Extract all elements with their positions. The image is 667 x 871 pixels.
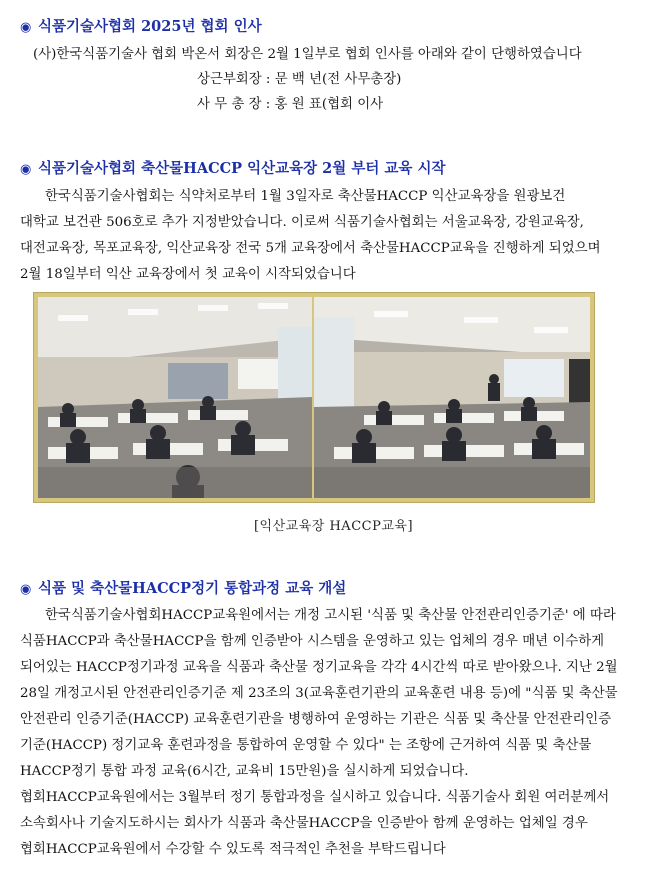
fisheye-bullet-icon: ◉: [20, 582, 32, 597]
fisheye-bullet-icon: ◉: [20, 20, 32, 35]
section1-intro: (사)한국식품기술사 협회 박온서 회장은 2월 1일부로 협회 인사를 아래와 같이 단행하였습니다: [33, 47, 582, 62]
section3-body-line: 협회HACCP교육원에서는 3월부터 정기 통합과정을 실시하고 있습니다. 식품기술사 회원 여러분께서: [20, 790, 610, 805]
section3-body-line: 협회HACCP교육원에서 수강할 수 있도록 적극적인 추천을 부탁드립니다: [20, 842, 446, 857]
photo-frame: [33, 292, 595, 503]
section2-body-line: 대전교육장, 목포교육장, 익산교육장 전국 5개 교육장에서 축산물HACCP교육을 진행하게 되었으며: [20, 241, 601, 256]
section1-heading: [20, 15, 262, 36]
fisheye-bullet-icon: ◉: [20, 162, 32, 177]
section3-body-line: 기준(HACCP) 정기교육 훈련과정을 통합하여 운영할 수 있다" 는 조항에 근거하여 식품 및 축산물: [20, 738, 592, 753]
photo-caption: [익산교육장 HACCP교육]: [253, 519, 414, 534]
section3-body-line: 소속회사나 기술지도하시는 회사가 식품과 축산물HACCP을 인증받아 함께 운영하는 업체일 경우: [20, 816, 588, 831]
section3-body-line: 안전관리 인증기준(HACCP) 교육훈련기관을 병행하여 운영하는 기관은 식품 및 축산물 안전관리인증: [20, 712, 612, 727]
classroom-photo-right: [314, 297, 590, 498]
appointment-line: 사 무 총 장 : 홍 원 표(협회 이사: [197, 97, 384, 112]
section2-body-line: 2월 18일부터 익산 교육장에서 첫 교육이 시작되었습니다: [20, 267, 356, 282]
section3-body-line: 28일 개정고시된 안전관리인증기준 제 23조의 3(교육훈련기관의 교육훈련 내용 등)에 "식품 및 축산물: [20, 686, 618, 701]
section2-body-line: 한국식품기술사협회는 식약처로부터 1월 3일자로 축산물HACCP 익산교육장을 원광보건: [45, 189, 566, 204]
section3-body-line: 한국식품기술사협회HACCP교육원에서는 개정 고시된 '식품 및 축산물 안전관리인증기준' 에 따라: [45, 608, 616, 623]
section2-heading: [20, 157, 445, 178]
section3-heading: [20, 577, 346, 598]
section2-title: 식품기술사협회 축산물HACCP 익산교육장 2월 부터 교육 시작: [38, 160, 446, 177]
section3-body-line: 되어있는 HACCP정기과정 교육을 식품과 축산물 정기교육을 각각 4시간씩 따로 받아왔으나. 지난 2월: [20, 660, 618, 675]
appointment-line: 상근부회장 : 문 백 년(전 사무총장): [197, 72, 402, 87]
section3-title: 식품 및 축산물HACCP정기 통합과정 교육 개설: [38, 580, 347, 597]
section2-body-line: 대학교 보건관 506호로 추가 지정받았습니다. 이로써 식품기술사협회는 서울교육장, 강원교육장,: [20, 215, 584, 230]
section3-body-line: 식품HACCP과 축산물HACCP을 함께 인증받아 시스템을 운영하고 있는 업체의 경우 매년 이수하게: [20, 634, 605, 649]
section1-title: 식품기술사협회 2025년 협회 인사: [38, 18, 262, 35]
section3-body-line: HACCP정기 통합 과정 교육(6시간, 교육비 15만원)을 실시하게 되었습니다.: [20, 764, 469, 779]
classroom-photo-left: [38, 297, 312, 498]
